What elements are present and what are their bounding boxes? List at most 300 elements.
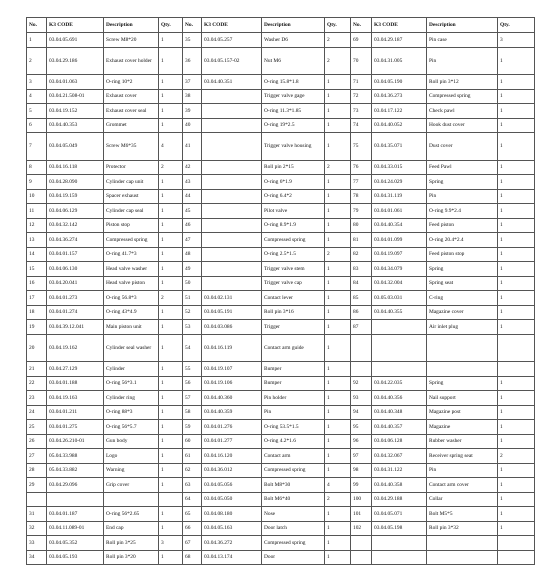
- k3-code-cell: 03.05.03.031: [372, 291, 427, 306]
- table-row: [27, 334, 535, 362]
- quantity-cell: 1: [159, 550, 183, 565]
- k3-code-cell: 03.04.33.015: [372, 160, 427, 175]
- table-row: [27, 405, 535, 420]
- quantity-cell: 1: [498, 118, 535, 133]
- table-row: [27, 434, 535, 449]
- k3-code-cell: [202, 104, 262, 119]
- quantity-cell: [159, 492, 183, 507]
- quantity-cell: 1: [498, 233, 535, 248]
- k3-code-cell: 03.04.40.354: [372, 218, 427, 233]
- quantity-cell: 1: [159, 118, 183, 133]
- description-cell: C-ring: [427, 291, 498, 306]
- k3-code-cell: 03.04.05.352: [47, 536, 104, 551]
- description-cell: Main piston unit: [104, 320, 159, 335]
- quantity-cell: 1: [159, 175, 183, 190]
- table-row: [27, 233, 535, 248]
- description-cell: Roll pin 3*16: [262, 305, 325, 320]
- part-number-cell: 93: [351, 391, 372, 406]
- quantity-cell: 2: [498, 449, 535, 464]
- k3-code-cell: 03.04.05.056: [202, 478, 262, 493]
- quantity-cell: 2: [325, 33, 351, 48]
- part-number-cell: [351, 536, 372, 551]
- k3-code-cell: 03.04.36.272: [202, 536, 262, 551]
- k3-code-cell: [372, 536, 427, 551]
- quantity-cell: 1: [325, 320, 351, 335]
- description-cell: [427, 334, 498, 362]
- k3-code-cell: 03.04.01.157: [47, 247, 104, 262]
- part-number-cell: 39: [183, 104, 202, 119]
- k3-code-cell: 05.04.33.882: [47, 463, 104, 478]
- part-number-cell: 11: [27, 204, 47, 219]
- description-cell: O-ring 8.9*1.9: [262, 218, 325, 233]
- k3-code-cell: 03.04.16.119: [202, 334, 262, 362]
- description-cell: Protector: [104, 160, 159, 175]
- quantity-cell: 2: [325, 47, 351, 75]
- k3-code-cell: 03.04.35.071: [372, 133, 427, 161]
- k3-code-cell: 03.04.01.276: [202, 420, 262, 435]
- part-number-cell: 84: [351, 276, 372, 291]
- part-number-cell: 5: [27, 104, 47, 119]
- description-cell: O-ring 56*3.1: [104, 376, 159, 391]
- description-cell: Washer D6: [262, 33, 325, 48]
- part-number-cell: [351, 362, 372, 377]
- table-row: [27, 276, 535, 291]
- part-number-cell: 28: [27, 463, 47, 478]
- k3-code-cell: 03.04.01.188: [47, 376, 104, 391]
- k3-code-cell: 03.04.05.049: [47, 133, 104, 161]
- description-cell: Feed Pawl: [427, 160, 498, 175]
- part-number-cell: 97: [351, 449, 372, 464]
- k3-code-cell: [202, 175, 262, 190]
- k3-code-cell: 03.04.31.122: [372, 463, 427, 478]
- k3-code-cell: [202, 189, 262, 204]
- part-number-cell: 6: [27, 118, 47, 133]
- quantity-cell: 1: [498, 320, 535, 335]
- part-number-cell: 55: [183, 362, 202, 377]
- quantity-cell: 4: [159, 133, 183, 161]
- table-row: [27, 478, 535, 493]
- k3-code-cell: 03.04.20.041: [47, 276, 104, 291]
- k3-code-cell: 03.04.40.360: [202, 391, 262, 406]
- description-cell: O-ring 2.5*1.5: [262, 247, 325, 262]
- part-number-cell: 48: [183, 247, 202, 262]
- part-number-cell: 76: [351, 160, 372, 175]
- k3-code-cell: [372, 550, 427, 565]
- header-description: Description: [427, 18, 498, 33]
- description-cell: Hook dust cover: [427, 118, 498, 133]
- description-cell: Screw M6*35: [104, 133, 159, 161]
- part-number-cell: 37: [183, 75, 202, 90]
- k3-code-cell: 03.04.29.188: [372, 492, 427, 507]
- quantity-cell: 1: [498, 160, 535, 175]
- k3-code-cell: 03.04.19.107: [202, 362, 262, 377]
- quantity-cell: 1: [325, 420, 351, 435]
- description-cell: Contact arm cover: [427, 478, 498, 493]
- description-cell: Spring: [427, 262, 498, 277]
- quantity-cell: 2: [325, 492, 351, 507]
- part-number-cell: 34: [27, 550, 47, 565]
- k3-code-cell: 03.04.24.029: [372, 175, 427, 190]
- description-cell: O-ring 11.3*1.85: [262, 104, 325, 119]
- k3-code-cell: 03.04.40.358: [372, 478, 427, 493]
- k3-code-cell: 03.04.05.157-02: [202, 47, 262, 75]
- k3-code-cell: 03.04.05.691: [47, 33, 104, 48]
- description-cell: Trigger valve gage: [262, 89, 325, 104]
- k3-code-cell: 03.04.03.086: [202, 320, 262, 335]
- description-cell: Grommet: [104, 118, 159, 133]
- header-k3-code: K3 CODE: [47, 18, 104, 33]
- k3-code-cell: 03.04.01.275: [47, 420, 104, 435]
- header-k3-code: K3 CODE: [372, 18, 427, 33]
- k3-code-cell: 03.04.11.089-01: [47, 521, 104, 536]
- part-number-cell: 23: [27, 391, 47, 406]
- part-number-cell: 67: [183, 536, 202, 551]
- quantity-cell: 1: [159, 334, 183, 362]
- quantity-cell: 1: [325, 218, 351, 233]
- description-cell: O-ring 41.7*3: [104, 247, 159, 262]
- description-cell: Door: [262, 550, 325, 565]
- table-row: [27, 175, 535, 190]
- header-description: Description: [262, 18, 325, 33]
- description-cell: Spring: [427, 376, 498, 391]
- quantity-cell: 1: [159, 47, 183, 75]
- table-row: [27, 376, 535, 391]
- quantity-cell: 1: [325, 463, 351, 478]
- k3-code-cell: [202, 233, 262, 248]
- quantity-cell: 1: [325, 521, 351, 536]
- table-row: [27, 75, 535, 90]
- part-number-cell: 62: [183, 463, 202, 478]
- quantity-cell: [498, 334, 535, 362]
- description-cell: Dust cover: [427, 133, 498, 161]
- part-number-cell: 41: [183, 133, 202, 161]
- k3-code-cell: 03.04.05.163: [202, 521, 262, 536]
- part-number-cell: 57: [183, 391, 202, 406]
- quantity-cell: 1: [159, 478, 183, 493]
- quantity-cell: 1: [498, 478, 535, 493]
- part-number-cell: 31: [27, 507, 47, 522]
- k3-code-cell: 03.04.01.063: [47, 75, 104, 90]
- quantity-cell: 1: [159, 218, 183, 233]
- part-number-cell: [27, 492, 47, 507]
- part-number-cell: 40: [183, 118, 202, 133]
- quantity-cell: 1: [159, 305, 183, 320]
- quantity-cell: 1: [498, 291, 535, 306]
- part-number-cell: 98: [351, 463, 372, 478]
- table-row: [27, 463, 535, 478]
- description-cell: O-ring 10*2: [104, 75, 159, 90]
- header-part-number: No.: [183, 18, 202, 33]
- part-number-cell: 79: [351, 204, 372, 219]
- k3-code-cell: 03.04.01.187: [47, 507, 104, 522]
- part-number-cell: 47: [183, 233, 202, 248]
- k3-code-cell: 03.04.40.355: [372, 305, 427, 320]
- table-row: [27, 449, 535, 464]
- k3-code-cell: 03.04.05.191: [202, 305, 262, 320]
- description-cell: [427, 536, 498, 551]
- quantity-cell: 1: [325, 376, 351, 391]
- description-cell: Air inlet plug: [427, 320, 498, 335]
- quantity-cell: 1: [159, 33, 183, 48]
- table-row: [27, 47, 535, 75]
- description-cell: Magazine cover: [427, 305, 498, 320]
- description-cell: Cylinder: [104, 362, 159, 377]
- table-row: [27, 160, 535, 175]
- description-cell: Bumper: [262, 362, 325, 377]
- description-cell: Spring: [427, 175, 498, 190]
- header-quantity: Qty.: [159, 18, 183, 33]
- description-cell: Compressed spring: [262, 233, 325, 248]
- description-cell: Pin: [262, 405, 325, 420]
- description-cell: Trigger: [262, 320, 325, 335]
- description-cell: Pin: [427, 47, 498, 75]
- k3-code-cell: 03.04.01.277: [202, 434, 262, 449]
- part-number-cell: 7: [27, 133, 47, 161]
- table-row: [27, 104, 535, 119]
- description-cell: Warning: [104, 463, 159, 478]
- quantity-cell: 1: [159, 247, 183, 262]
- k3-code-cell: 03.04.13.174: [202, 550, 262, 565]
- k3-code-cell: [372, 320, 427, 335]
- part-number-cell: 33: [27, 536, 47, 551]
- part-number-cell: 36: [183, 47, 202, 75]
- part-number-cell: 42: [183, 160, 202, 175]
- description-cell: Pin case: [427, 33, 498, 48]
- k3-code-cell: [202, 89, 262, 104]
- quantity-cell: 1: [325, 536, 351, 551]
- k3-code-cell: 03.04.19.097: [372, 247, 427, 262]
- table-row: [27, 420, 535, 435]
- header-quantity: Qty.: [325, 18, 351, 33]
- description-cell: Pilot valve: [262, 204, 325, 219]
- description-cell: O-ring 4.2*1.6: [262, 434, 325, 449]
- description-cell: Rubber washer: [427, 434, 498, 449]
- k3-code-cell: 03.04.05.193: [47, 550, 104, 565]
- description-cell: Gun body: [104, 434, 159, 449]
- part-number-cell: 56: [183, 376, 202, 391]
- table-row: [27, 291, 535, 306]
- description-cell: Screw M8*20: [104, 33, 159, 48]
- part-number-cell: 65: [183, 507, 202, 522]
- quantity-cell: 2: [159, 291, 183, 306]
- quantity-cell: 1: [498, 89, 535, 104]
- k3-code-cell: 03.04.29.096: [47, 478, 104, 493]
- k3-code-cell: 03.04.01.274: [47, 305, 104, 320]
- header-part-number: No.: [27, 18, 47, 33]
- part-number-cell: 1: [27, 33, 47, 48]
- description-cell: Bolt M6*40: [262, 492, 325, 507]
- quantity-cell: 1: [498, 276, 535, 291]
- quantity-cell: 1: [325, 507, 351, 522]
- part-number-cell: [351, 334, 372, 362]
- part-number-cell: 19: [27, 320, 47, 335]
- quantity-cell: 1: [159, 420, 183, 435]
- quantity-cell: 1: [159, 362, 183, 377]
- k3-code-cell: 03.04.01.211: [47, 405, 104, 420]
- quantity-cell: 3: [159, 536, 183, 551]
- description-cell: O-ring 53.5*1.5: [262, 420, 325, 435]
- quantity-cell: 1: [325, 133, 351, 161]
- part-number-cell: 44: [183, 189, 202, 204]
- k3-code-cell: 03.04.01.273: [47, 291, 104, 306]
- description-cell: Nail support: [427, 391, 498, 406]
- part-number-cell: 60: [183, 434, 202, 449]
- table-row: [27, 33, 535, 48]
- description-cell: Head valve piston: [104, 276, 159, 291]
- table-row: [27, 133, 535, 161]
- description-cell: Roll pin 3*25: [104, 536, 159, 551]
- description-cell: Magazine post: [427, 405, 498, 420]
- table-row: [27, 305, 535, 320]
- quantity-cell: 1: [159, 376, 183, 391]
- description-cell: Door latch: [262, 521, 325, 536]
- quantity-cell: 1: [325, 449, 351, 464]
- quantity-cell: 1: [498, 521, 535, 536]
- quantity-cell: 1: [159, 276, 183, 291]
- k3-code-cell: 03.04.19.162: [47, 334, 104, 362]
- quantity-cell: [498, 550, 535, 565]
- quantity-cell: 1: [325, 434, 351, 449]
- quantity-cell: 1: [325, 75, 351, 90]
- table-row: [27, 218, 535, 233]
- description-cell: O-ring 6.4*2: [262, 189, 325, 204]
- k3-code-cell: [202, 160, 262, 175]
- part-number-cell: 73: [351, 104, 372, 119]
- part-number-cell: 20: [27, 334, 47, 362]
- k3-code-cell: 03.04.36.273: [372, 89, 427, 104]
- k3-code-cell: 03.04.06.130: [47, 262, 104, 277]
- k3-code-cell: 03.04.16.118: [47, 160, 104, 175]
- k3-code-cell: 03.04.40.357: [372, 420, 427, 435]
- k3-code-cell: 03.04.08.180: [202, 507, 262, 522]
- k3-code-cell: 03.04.05.071: [372, 507, 427, 522]
- part-number-cell: 12: [27, 218, 47, 233]
- description-cell: Trigger valve cap: [262, 276, 325, 291]
- description-cell: Logo: [104, 449, 159, 464]
- description-cell: O-ring 56.8*3: [104, 291, 159, 306]
- part-number-cell: 35: [183, 33, 202, 48]
- description-cell: Roll pin 3*12: [427, 75, 498, 90]
- part-number-cell: 82: [351, 247, 372, 262]
- part-number-cell: 72: [351, 89, 372, 104]
- quantity-cell: 1: [325, 305, 351, 320]
- quantity-cell: 1: [159, 463, 183, 478]
- k3-code-cell: 03.04.06.129: [47, 204, 104, 219]
- description-cell: Roll pin 3*32: [427, 521, 498, 536]
- description-cell: Exhaust cover seal: [104, 104, 159, 119]
- k3-code-cell: 03.04.16.120: [202, 449, 262, 464]
- quantity-cell: 1: [325, 104, 351, 119]
- k3-code-cell: [202, 247, 262, 262]
- part-number-cell: 10: [27, 189, 47, 204]
- description-cell: Spring seat: [427, 276, 498, 291]
- part-number-cell: 46: [183, 218, 202, 233]
- part-number-cell: 27: [27, 449, 47, 464]
- description-cell: Bolt M8*30: [262, 478, 325, 493]
- k3-code-cell: 03.04.01.061: [372, 204, 427, 219]
- description-cell: End cap: [104, 521, 159, 536]
- k3-code-cell: 03.04.01.099: [372, 233, 427, 248]
- table-row: [27, 521, 535, 536]
- quantity-cell: 1: [325, 262, 351, 277]
- k3-code-cell: 03.04.27.129: [47, 362, 104, 377]
- part-number-cell: 101: [351, 507, 372, 522]
- quantity-cell: 1: [159, 434, 183, 449]
- part-number-cell: 25: [27, 420, 47, 435]
- table-header: [27, 18, 535, 33]
- quantity-cell: 1: [498, 507, 535, 522]
- part-number-cell: 49: [183, 262, 202, 277]
- part-number-cell: 59: [183, 420, 202, 435]
- description-cell: Feed piston: [427, 218, 498, 233]
- quantity-cell: 1: [159, 189, 183, 204]
- part-number-cell: 78: [351, 189, 372, 204]
- part-number-cell: 4: [27, 89, 47, 104]
- part-number-cell: 66: [183, 521, 202, 536]
- k3-code-cell: 03.04.21.508-01: [47, 89, 104, 104]
- part-number-cell: 80: [351, 218, 372, 233]
- table-row: [27, 391, 535, 406]
- part-number-cell: 94: [351, 405, 372, 420]
- part-number-cell: 58: [183, 405, 202, 420]
- part-number-cell: 92: [351, 376, 372, 391]
- quantity-cell: 1: [325, 334, 351, 362]
- k3-code-cell: 03.04.17.122: [372, 104, 427, 119]
- table-row: [27, 550, 535, 565]
- part-number-cell: 15: [27, 262, 47, 277]
- quantity-cell: 1: [325, 175, 351, 190]
- quantity-cell: 1: [498, 376, 535, 391]
- description-cell: Trigger valve stem: [262, 262, 325, 277]
- description-cell: O-ring 19*2.5: [262, 118, 325, 133]
- k3-code-cell: 03.04.22.035: [372, 376, 427, 391]
- part-number-cell: [351, 550, 372, 565]
- quantity-cell: 1: [159, 104, 183, 119]
- header-description: Description: [104, 18, 159, 33]
- quantity-cell: 1: [498, 305, 535, 320]
- k3-code-cell: [202, 218, 262, 233]
- description-cell: Receiver spring seat: [427, 449, 498, 464]
- k3-code-cell: 03.04.34.079: [372, 262, 427, 277]
- description-cell: Magazine: [427, 420, 498, 435]
- part-number-cell: 17: [27, 291, 47, 306]
- description-cell: Trigger valve housing: [262, 133, 325, 161]
- quantity-cell: 1: [325, 118, 351, 133]
- description-cell: O-ring 6*1.9: [262, 175, 325, 190]
- description-cell: Check pawl: [427, 104, 498, 119]
- k3-code-cell: 03.04.29.187: [372, 33, 427, 48]
- table-row: [27, 89, 535, 104]
- quantity-cell: 1: [159, 391, 183, 406]
- part-number-cell: 83: [351, 262, 372, 277]
- k3-code-cell: 03.04.19.152: [47, 104, 104, 119]
- part-number-cell: 99: [351, 478, 372, 493]
- description-cell: Bumper: [262, 376, 325, 391]
- k3-code-cell: [202, 204, 262, 219]
- description-cell: O-ring 88*3: [104, 405, 159, 420]
- part-number-cell: 100: [351, 492, 372, 507]
- quantity-cell: 1: [159, 320, 183, 335]
- quantity-cell: 1: [325, 233, 351, 248]
- description-cell: Compressed spring: [104, 233, 159, 248]
- description-cell: [104, 492, 159, 507]
- part-number-cell: 70: [351, 47, 372, 75]
- k3-code-cell: [202, 118, 262, 133]
- part-number-cell: 38: [183, 89, 202, 104]
- quantity-cell: 3: [498, 33, 535, 48]
- part-number-cell: 85: [351, 291, 372, 306]
- k3-code-cell: 03.04.26.210-01: [47, 434, 104, 449]
